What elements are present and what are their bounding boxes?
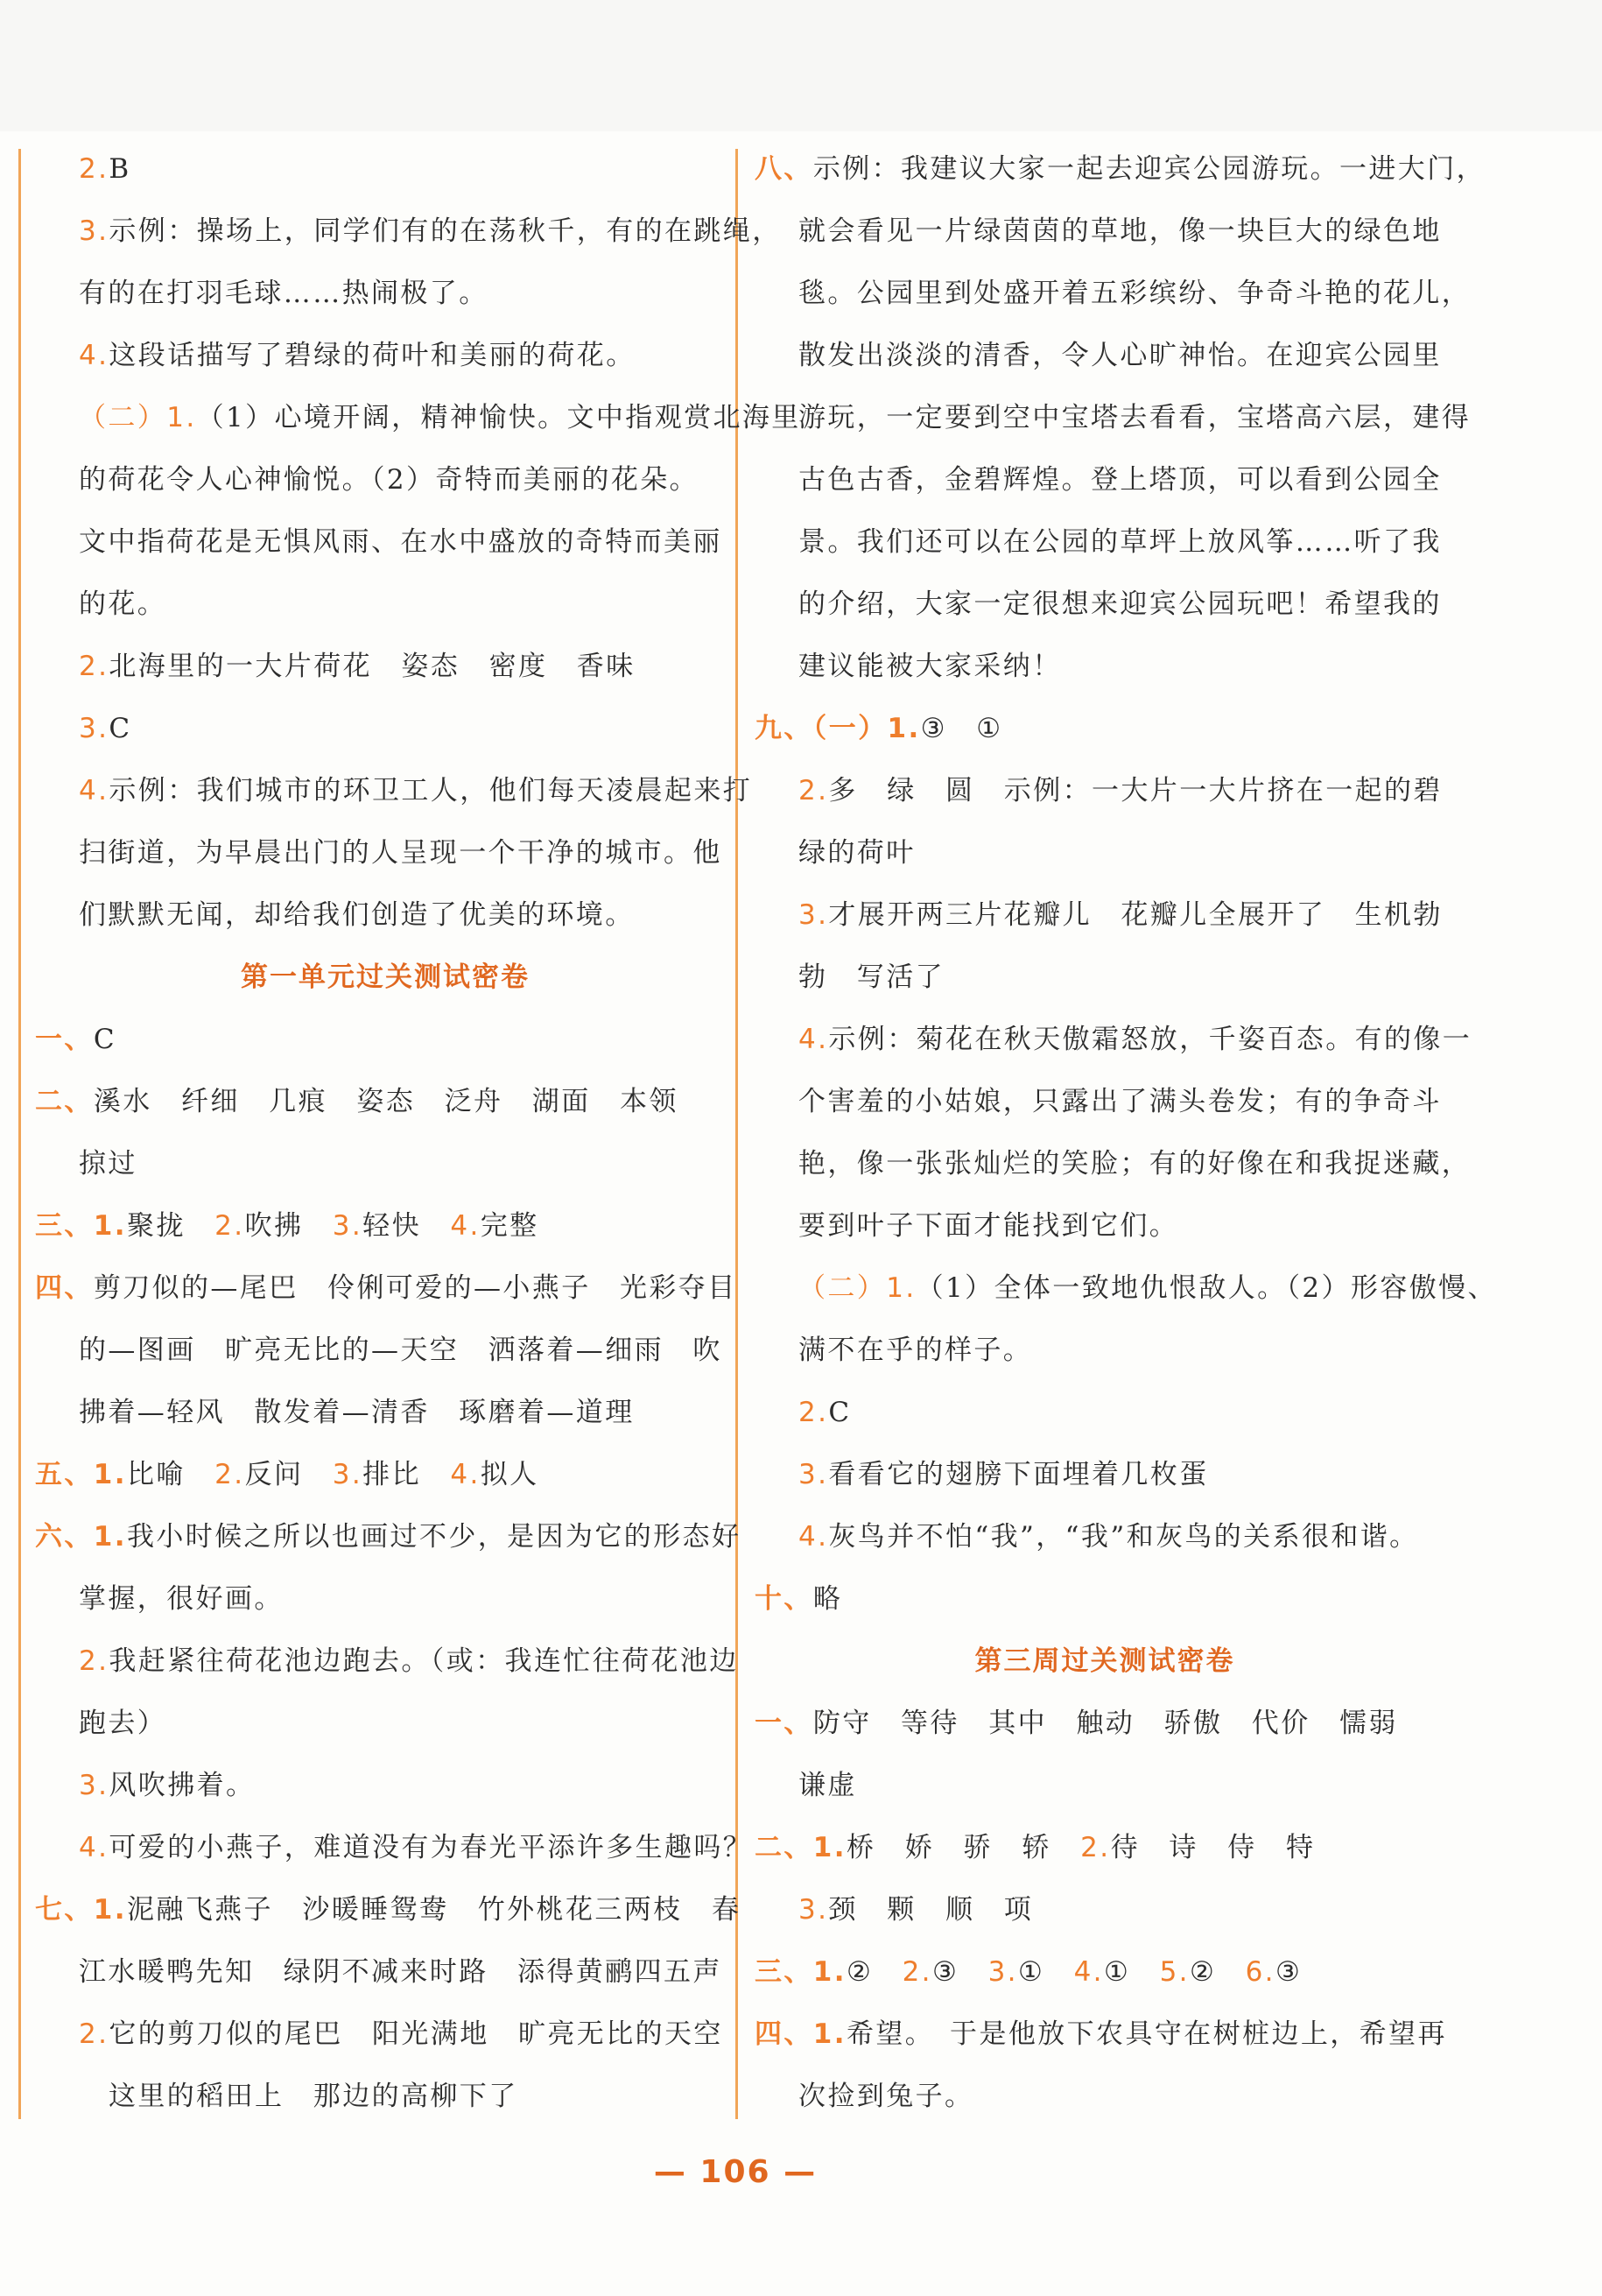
answer-line: 景。我们还可以在公园的草坪上放风筝……听了我 xyxy=(798,526,1442,558)
answer-line: 九、（一）1.③ ① xyxy=(755,713,1003,744)
section-title: 第三周过关测试密卷 xyxy=(974,1645,1235,1677)
answer-line: 2.它的剪刀似的尾巴 阳光满地 旷亮无比的天空 xyxy=(79,2018,723,2050)
answer-line: 拂着—轻风 散发着—清香 琢磨着—道理 xyxy=(79,1397,635,1428)
answer-line: （二）1.（1）心境开阔，精神愉快。文中指观赏北海里 xyxy=(79,402,801,433)
answer-line: 绿的荷叶 xyxy=(798,837,916,869)
answer-line: 们默默无闻，却给我们创造了优美的环境。 xyxy=(79,899,635,931)
answer-line: 2.多 绿 圆 示例：一大片一大片挤在一起的碧 xyxy=(798,775,1443,806)
answer-line: 毯。公园里到处盛开着五彩缤纷、争奇斗艳的花儿， xyxy=(798,278,1472,309)
answer-line: 掌握，很好画。 xyxy=(79,1583,284,1615)
answer-line: 江水暖鸭先知 绿阴不减来时路 添得黄鹂四五声 xyxy=(79,1956,722,1988)
answer-line: 3.看看它的翅膀下面埋着几枚蛋 xyxy=(798,1459,1209,1490)
answer-line: 游玩，一定要到空中宝塔去看看，宝塔高六层，建得 xyxy=(798,402,1472,433)
answer-line: 4.灰鸟并不怕“我”，“我”和灰鸟的关系很和谐。 xyxy=(798,1521,1419,1553)
answer-line: 个害羞的小姑娘，只露出了满头卷发；有的争奇斗 xyxy=(798,1086,1442,1117)
answer-line: 散发出淡淡的清香，令人心旷神怡。在迎宾公园里 xyxy=(798,340,1442,371)
answer-line: 二、1.桥 娇 骄 轿 2.待 诗 侍 特 xyxy=(755,1832,1316,1863)
answer-line: 七、1.泥融飞燕子 沙暖睡鸳鸯 竹外桃花三两枝 春 xyxy=(35,1894,741,1926)
answer-line: 2.北海里的一大片荷花 姿态 密度 香味 xyxy=(79,651,636,682)
answer-line: 3.风吹拂着。 xyxy=(79,1770,256,1801)
answer-line: 五、1.比喻 2.反问 3.排比 4.拟人 xyxy=(35,1459,539,1490)
answer-line: 艳，像一张张灿烂的笑脸；有的好像在和我捉迷藏， xyxy=(798,1148,1472,1180)
answer-line: 跑去） xyxy=(79,1708,167,1739)
answer-line: 就会看见一片绿茵茵的草地，像一块巨大的绿色地 xyxy=(798,215,1442,247)
answer-line: 满不在乎的样子。 xyxy=(798,1335,1033,1366)
answer-line: 的介绍，大家一定很想来迎宾公园玩吧！希望我的 xyxy=(798,588,1442,620)
page-number: — 106 — xyxy=(653,2154,818,2190)
answer-line: 的花。 xyxy=(79,588,167,620)
answer-line: 勃 写活了 xyxy=(798,961,945,993)
answer-line: （二）1.（1）全体一致地仇恨敌人。（2）形容傲慢、 xyxy=(798,1272,1497,1304)
answer-line: 4.可爱的小燕子，难道没有为春光平添许多生趣吗？ xyxy=(79,1832,753,1863)
answer-line: 要到叶子下面才能找到它们。 xyxy=(798,1210,1179,1242)
section-title: 第一单元过关测试密卷 xyxy=(241,961,530,993)
answer-line: 三、1.② 2.③ 3.① 4.① 5.② 6.③ xyxy=(755,1956,1303,1988)
answer-line: 三、1.聚拢 2.吹拂 3.轻快 4.完整 xyxy=(35,1210,539,1242)
answer-line: 有的在打羽毛球……热闹极了。 xyxy=(79,278,488,309)
answer-line: 2.C xyxy=(798,1397,852,1428)
answer-line: 四、1.希望。 于是他放下农具守在树桩边上，希望再 xyxy=(755,2018,1447,2050)
answer-line: 4.示例：菊花在秋天傲霜怒放，千姿百态。有的像一 xyxy=(798,1024,1472,1055)
answer-line: 四、剪刀似的—尾巴 伶俐可爱的—小燕子 光彩夺目 xyxy=(35,1272,737,1304)
answer-line: 的荷花令人心神愉悦。（2）奇特而美丽的花朵。 xyxy=(79,464,699,496)
answer-line: 3.示例：操场上，同学们有的在荡秋千，有的在跳绳， xyxy=(79,215,782,247)
answer-line: 古色古香，金碧辉煌。登上塔顶，可以看到公园全 xyxy=(798,464,1442,496)
answer-line: 掠过 xyxy=(79,1148,137,1180)
page-top-band xyxy=(0,0,1602,131)
right-answer-column xyxy=(755,138,1497,2128)
answer-line: 3.颈 颗 顺 项 xyxy=(798,1894,1034,1926)
answer-line: 4.示例：我们城市的环卫工人，他们每天凌晨起来打 xyxy=(79,775,753,806)
answer-line: 一、C xyxy=(35,1024,116,1055)
answer-line: 2.B xyxy=(79,153,131,185)
answer-line: 八、示例：我建议大家一起去迎宾公园游玩。一进大门， xyxy=(755,153,1486,185)
answer-line: 文中指荷花是无惧风雨、在水中盛放的奇特而美丽 xyxy=(79,526,722,558)
answer-line: 4.这段话描写了碧绿的荷叶和美丽的荷花。 xyxy=(79,340,636,371)
answer-line: 建议能被大家采纳！ xyxy=(798,651,1062,682)
answer-line: 的—图画 旷亮无比的—天空 洒落着—细雨 吹 xyxy=(79,1335,722,1366)
answer-line: 3.才展开两三片花瓣儿 花瓣儿全展开了 生机勃 xyxy=(798,899,1443,931)
answer-line: 扫街道，为早晨出门的人呈现一个干净的城市。他 xyxy=(79,837,722,869)
answer-line: 次捡到兔子。 xyxy=(798,2081,974,2112)
answer-line: 一、防守 等待 其中 触动 骄傲 代价 懦弱 xyxy=(755,1708,1398,1739)
answer-line: 2.我赶紧往荷花池边跑去。（或：我连忙往荷花池边 xyxy=(79,1645,739,1677)
left-margin-line xyxy=(18,149,21,2119)
answer-line: 十、略 xyxy=(755,1583,843,1615)
answer-line: 3.C xyxy=(79,713,132,744)
answer-line: 六、1.我小时候之所以也画过不少，是因为它的形态好 xyxy=(35,1521,741,1553)
answer-line: 谦虚 xyxy=(798,1770,857,1801)
answer-line: 这里的稻田上 那边的高柳下了 xyxy=(109,2081,518,2112)
answer-line: 二、溪水 纤细 几痕 姿态 泛舟 湖面 本领 xyxy=(35,1086,678,1117)
